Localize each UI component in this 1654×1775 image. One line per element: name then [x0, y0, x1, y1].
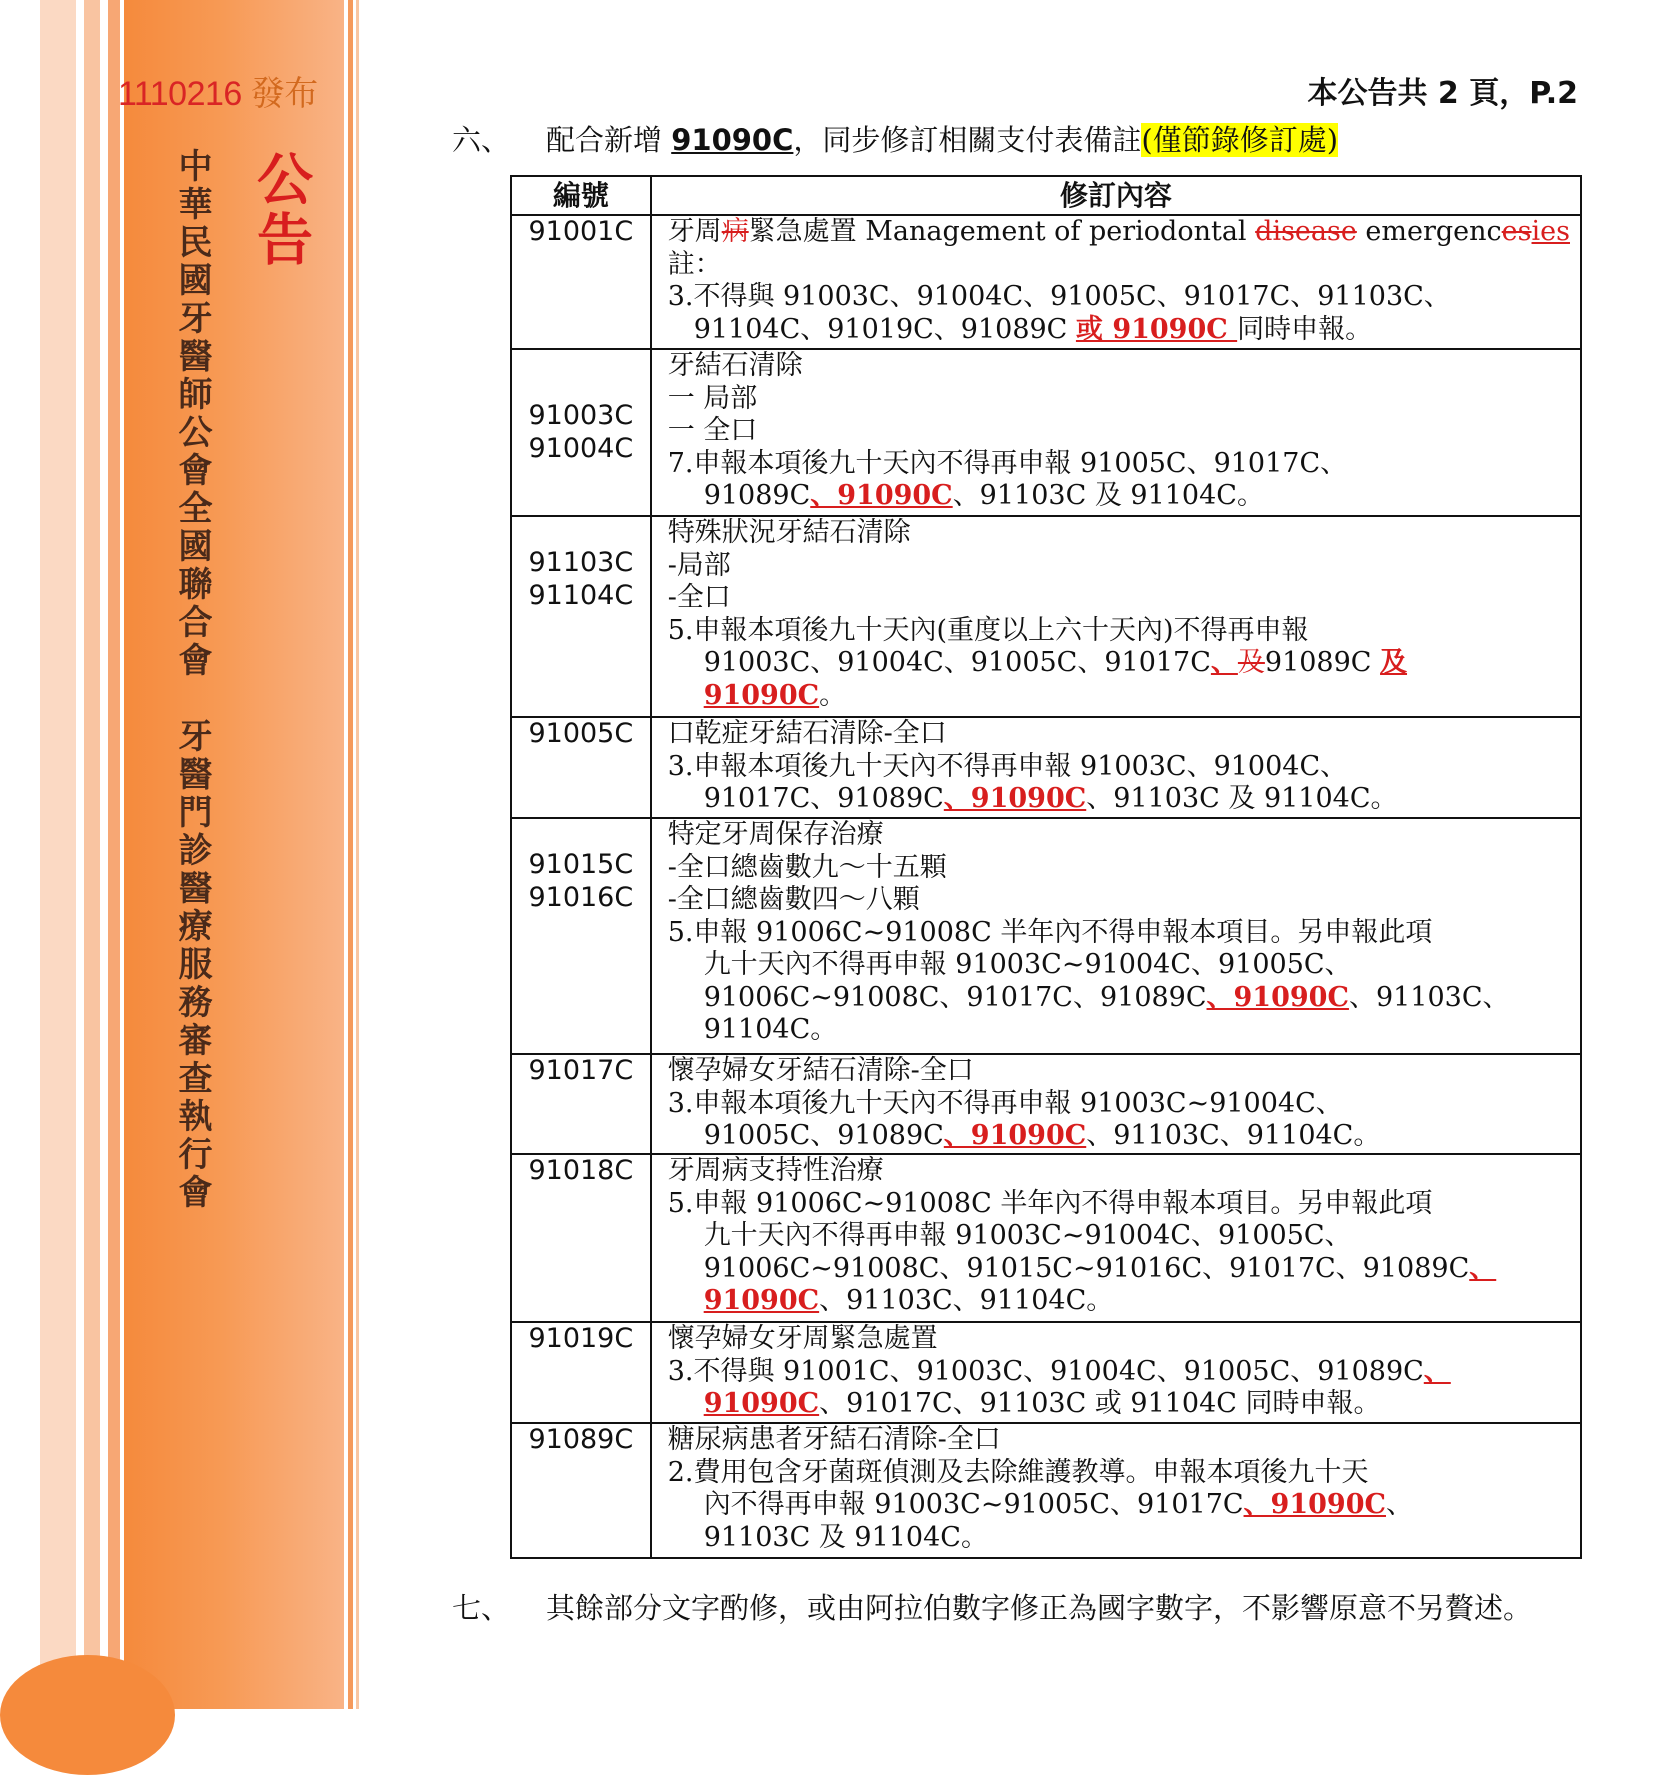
- publish-date: 1110216 發布: [118, 75, 318, 113]
- section-text: 其餘部分文字酌修，或由阿拉伯數字修正為國字數字，不影響原意不另贅述。: [546, 1591, 1533, 1625]
- section-six: 六、 配合新增 91090C，同步修訂相關支付表備註(僅節錄修訂處): [452, 118, 1338, 159]
- revision-table: [510, 175, 1582, 1559]
- table-row: [511, 1054, 1581, 1154]
- decor-corner-shape: [0, 1655, 175, 1775]
- code-cell: 91019C: [511, 1322, 651, 1423]
- code-cell: 91103C 91104C: [511, 516, 651, 717]
- new-code: 91090C: [671, 123, 794, 157]
- decor-stripe: [108, 0, 120, 1709]
- table-row: [511, 349, 1581, 516]
- section-number: 六、: [452, 123, 511, 157]
- decor-stripe: [40, 0, 76, 1709]
- code-cell: 91089C: [511, 1423, 651, 1558]
- table-row: [511, 215, 1581, 349]
- code-cell: 91018C: [511, 1154, 651, 1322]
- code-cell: 91015C 91016C: [511, 818, 651, 1054]
- table-header-row: [511, 176, 1581, 215]
- content-cell: 懷孕婦女牙結石清除-全口 3.申報本項後九十天內不得再申報 91003C~91004C、 91005C、91089C、91090C、91103C、91104C。: [651, 1054, 1581, 1154]
- content-cell: 牙結石清除 一 局部 一 全口 7.申報本項後九十天內不得再申報 91005C、91017C、 91089C、91090C、91103C 及 91104C。: [651, 349, 1581, 516]
- content-cell: 口乾症牙結石清除-全口 3.申報本項後九十天內不得再申報 91003C、91004C、 91017C、91089C、91090C、91103C 及 91104C。: [651, 717, 1581, 818]
- content-cell: 牙周病緊急處置 Management of periodontal disease emergencesies 註： 3.不得與 91003C、91004C、91005C、91017C、91103C、 91104C、91019C、91089C 或 91090C 同時申報。: [651, 215, 1581, 349]
- table-row: [511, 717, 1581, 818]
- decor-line: [348, 0, 353, 1709]
- code-cell: 91001C: [511, 215, 651, 349]
- page-info: 本公告共 2 頁，P.2: [1307, 76, 1578, 111]
- table-row: [511, 1423, 1581, 1558]
- section-seven: [452, 1582, 1602, 1634]
- decor-stripe: [84, 0, 100, 1709]
- code-cell: 91003C 91004C: [511, 349, 651, 516]
- organization-name: 中華民國牙醫師公會全國聯合會 牙醫門診醫療服務審查執行會: [172, 148, 212, 1212]
- table-row: [511, 1322, 1581, 1423]
- content-cell: 糖尿病患者牙結石清除-全口 2.費用包含牙菌斑偵測及去除維護教導。申報本項後九十天 內不得再申報 91003C~91005C、91017C、91090C、 91103C 及 91104C。: [651, 1423, 1581, 1558]
- code-cell: 91005C: [511, 717, 651, 818]
- table-row: [511, 1154, 1581, 1322]
- header-content: 修訂內容: [651, 176, 1581, 215]
- table-row: [511, 516, 1581, 717]
- content-cell: 特殊狀況牙結石清除 -局部 -全口 5.申報本項後九十天內(重度以上六十天內)不得再申報 91003C、91004C、91005C、91017C、及91089C 及 91090C。: [651, 516, 1581, 717]
- header-code: 編號: [511, 176, 651, 215]
- highlight-note: (僅節錄修訂處): [1141, 123, 1339, 157]
- content-cell: 特定牙周保存治療 -全口總齒數九～十五顆 -全口總齒數四～八顆 5.申報 91006C~91008C 半年內不得申報本項目。另申報此項 九十天內不得再申報 91003C~91004C、91005C、 91006C~91008C、91017C、91089C、91090C、91103C、 91104C。: [651, 818, 1581, 1054]
- code-cell: 91017C: [511, 1054, 651, 1154]
- section-number: 七、: [452, 1591, 511, 1625]
- table-row: [511, 818, 1581, 1054]
- content-cell: 懷孕婦女牙周緊急處置 3.不得與 91001C、91003C、91004C、91005C、91089C、 91090C、91017C、91103C 或 91104C 同時申報。: [651, 1322, 1581, 1423]
- decor-line: [356, 0, 359, 1709]
- content-cell: 牙周病支持性治療 5.申報 91006C~91008C 半年內不得申報本項目。另申報此項 九十天內不得再申報 91003C~91004C、91005C、 91006C~91008C、91015C~91016C、91017C、91089C、 91090C、91103C、91104C。: [651, 1154, 1581, 1322]
- announcement-title: 公告: [248, 150, 313, 270]
